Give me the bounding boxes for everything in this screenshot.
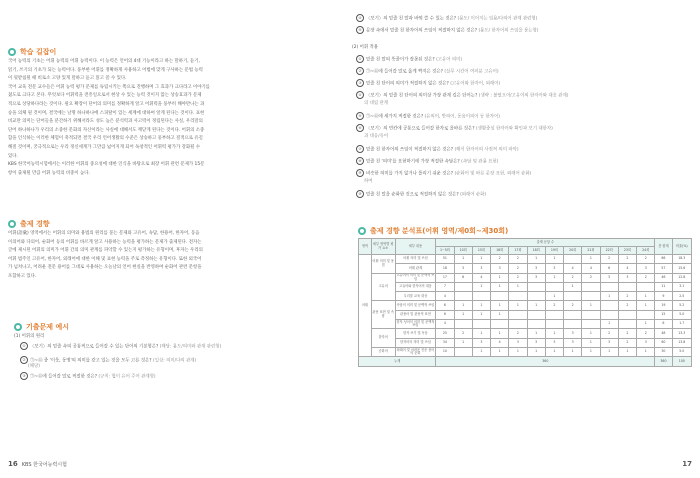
count-cell: 1 — [545, 329, 563, 338]
round-header: 21회 — [582, 247, 600, 255]
count-cell — [564, 292, 582, 301]
count-cell: 1 — [491, 301, 509, 310]
item: ⑧ 밑줄 친 '의미'를 표현하기에 가장 적절한 속담은? (속담 및 관용 표현) — [356, 157, 498, 166]
count-cell: 3 — [545, 264, 563, 273]
count-cell: 3 — [472, 264, 490, 273]
count-cell: 1 — [491, 310, 509, 319]
count-cell: 1 — [637, 347, 655, 356]
table-row — [359, 273, 692, 282]
bullet-circle-icon — [358, 227, 366, 235]
count-cell — [454, 282, 472, 291]
item: ④ 〈보기〉의 밑줄 친 말과 바꿔 쓸 수 있는 것은? (용도/ 이어지는 임용/다의어 관계 관련형) — [356, 14, 537, 23]
example-item: ② ㉠~㉣ 중 '이웃, 동병'의 의미를 갖고 있는 것을 모두 고른 것은? (일상: 의미/다의 관계) — [20, 356, 196, 365]
learning-guide-heading: 학습 길잡이 — [8, 47, 56, 57]
category-cell: 관용 표현 및 속담 — [371, 301, 395, 329]
count-cell: 1 — [582, 329, 600, 338]
count-cell: 1 — [600, 320, 618, 329]
exam-trend-heading: 출제 경향 — [8, 219, 50, 229]
count-cell: 2 — [564, 273, 582, 282]
header-detail: 세부 내용 — [395, 239, 436, 255]
ratio-cell: 1.7 — [672, 320, 691, 329]
count-cell: 1 — [472, 310, 490, 319]
count-cell: 2 — [509, 273, 527, 282]
header-count: 출제 문항 수 — [436, 239, 655, 247]
total-cell: 11 — [655, 282, 672, 291]
total-cell: 46 — [655, 273, 672, 282]
count-cell: 34 — [436, 338, 454, 347]
count-cell — [527, 292, 545, 301]
right-page — [350, 0, 700, 478]
count-cell: 2 — [564, 301, 582, 310]
count-cell: 3 — [600, 338, 618, 347]
count-cell: 1 — [454, 255, 472, 264]
count-cell: 17 — [436, 273, 454, 282]
header-category: 세부 영역별 평가 요소 — [371, 239, 395, 255]
count-cell: 2 — [618, 338, 636, 347]
example-item: ③ ㉠~㉣에 들어갈 말로 적절한 것은? (규칙: 협이 유어 주어 관계형) — [20, 372, 156, 381]
ratio-cell: 3.1 — [672, 282, 691, 291]
count-cell: 51 — [436, 255, 454, 264]
table-row — [359, 264, 692, 273]
section-subtitle: (2) 어휘 적용 — [352, 45, 378, 50]
count-cell: 2 — [509, 329, 527, 338]
count-cell: 1 — [582, 338, 600, 347]
count-cell: 1 — [509, 347, 527, 356]
count-cell — [600, 282, 618, 291]
count-cell: 1 — [454, 301, 472, 310]
item: ① 밑줄 친 말의 뜻풀이가 잘못된 것은? (고유어 의미) — [356, 55, 462, 64]
item: ⑨ 비슷한 의미를 가지 않거나 틀리기 쉬운 것은? (순화어 및 바른 문장 표현, 외래어 순화) — [356, 169, 531, 178]
count-cell: 4 — [436, 292, 454, 301]
count-cell — [527, 282, 545, 291]
count-cell — [637, 282, 655, 291]
item: ⑩ 밑줄 친 말을 순화한 것으로 적절하지 않은 것은? (외래어 순화) — [356, 190, 486, 199]
example-item: ① 〈보기〉의 밑줄 속의 공통적으로 들어갈 수 있는 단어의 기본형은? (해당: 용도/의미와 관계 관련형) — [20, 342, 221, 351]
count-cell: 1 — [637, 292, 655, 301]
count-cell: 1 — [582, 255, 600, 264]
analysis-table-heading: 출제 경향 분석표(어휘 영역/제0회~제30회) — [358, 226, 508, 236]
count-cell: 2 — [545, 301, 563, 310]
count-cell: 3 — [545, 338, 563, 347]
detail-cell: 한자 성어의 의미 및 문맥적 쓰임 — [396, 319, 435, 328]
count-cell: 1 — [637, 301, 655, 310]
count-cell — [637, 310, 655, 319]
count-cell: 3 — [600, 273, 618, 282]
item: ⑤ 문장 속에서 밑줄 친 한자어의 쓰임이 적절하지 않은 것은? (용도/ 한자어의 쓰임을 묻는형) — [356, 26, 538, 35]
round-header: 17회 — [509, 247, 527, 255]
detail-cell: 한자 쓰기 및 독음 — [395, 329, 436, 338]
round-header: 1~5회 — [436, 247, 454, 255]
count-cell: 4 — [564, 264, 582, 273]
count-cell: 3 — [454, 264, 472, 273]
count-cell: 1 — [472, 347, 490, 356]
bullet-circle-icon — [14, 323, 22, 331]
total-sum: 360 — [655, 357, 672, 366]
total-ratio: 100 — [672, 357, 691, 366]
total-cell: 9 — [655, 292, 672, 301]
item-wrap: 하여 — [364, 179, 373, 184]
count-cell: 10 — [436, 347, 454, 356]
count-cell — [472, 320, 490, 329]
total-cell: 15 — [655, 310, 672, 319]
count-cell: 1 — [472, 282, 490, 291]
item: ⑤ ㉠~㉣에 세가지 적절한 것은? (유의어, 반의어, 동음이의어 등 한자어) — [356, 112, 500, 121]
count-cell: 1 — [527, 347, 545, 356]
count-cell — [582, 310, 600, 319]
round-header: 22회 — [600, 247, 618, 255]
round-header: 23회 — [618, 247, 636, 255]
example-item-wrap: (해당) — [28, 364, 40, 369]
count-cell: 18 — [436, 264, 454, 273]
total-cell: 57 — [655, 264, 672, 273]
count-cell — [582, 282, 600, 291]
count-cell: 25 — [436, 329, 454, 338]
ratio-cell: 5.2 — [672, 301, 691, 310]
count-cell: 2 — [637, 255, 655, 264]
ratio-cell: 5.0 — [672, 310, 691, 319]
header-total: 총 합계 — [655, 239, 672, 255]
total-cell: 6 — [655, 320, 672, 329]
count-cell: 3 — [637, 264, 655, 273]
count-cell — [509, 320, 527, 329]
round-header: 18회 — [527, 247, 545, 255]
count-cell: 4 — [472, 273, 490, 282]
header-ratio: 비율(%) — [672, 239, 691, 255]
count-cell: 1 — [545, 292, 563, 301]
table-header-row — [359, 239, 692, 247]
count-cell: 3 — [509, 338, 527, 347]
past-question-heading: 기출문제 예시 — [14, 322, 69, 332]
count-cell — [564, 255, 582, 264]
count-cell: 2 — [491, 255, 509, 264]
count-cell: 2 — [509, 255, 527, 264]
round-header: 10회 — [454, 247, 472, 255]
ratio-cell: 18.3 — [672, 255, 691, 264]
count-cell: 1 — [600, 292, 618, 301]
count-cell: 1 — [527, 329, 545, 338]
count-cell — [454, 347, 472, 356]
item: ⑦ 밑줄 친 한자어의 쓰임이 적절하지 않은 것은? (해석 한자어의 사전적 의미 파악) — [356, 145, 519, 154]
count-cell — [545, 282, 563, 291]
count-cell: 2 — [618, 292, 636, 301]
total-cell: 48 — [655, 329, 672, 338]
detail-cell: 고유어의 의미 및 문맥적 쓰임 — [396, 273, 435, 281]
total-count: 360 — [436, 357, 655, 366]
count-cell: 2 — [509, 264, 527, 273]
count-cell: 3 — [527, 273, 545, 282]
count-cell: 1 — [600, 347, 618, 356]
count-cell: 6 — [454, 273, 472, 282]
ratio-cell: 15.6 — [672, 264, 691, 273]
count-cell: 2 — [618, 329, 636, 338]
count-cell: 1 — [637, 320, 655, 329]
table-row — [359, 301, 692, 310]
count-cell — [545, 320, 563, 329]
exam-analysis-table — [358, 238, 692, 367]
count-cell — [509, 310, 527, 319]
count-cell: 1 — [527, 301, 545, 310]
round-header: 20회 — [564, 247, 582, 255]
count-cell: 1 — [491, 347, 509, 356]
bullet-circle-icon — [8, 48, 16, 56]
ratio-cell: 5.0 — [672, 347, 691, 356]
count-cell: 1 — [527, 255, 545, 264]
round-header: 24회 — [637, 247, 655, 255]
count-cell: 2 — [582, 273, 600, 282]
count-cell: 1 — [491, 282, 509, 291]
ratio-cell: 13.8 — [672, 338, 691, 347]
detail-cell: 어휘 의미 및 쓰임 — [395, 255, 436, 264]
count-cell — [600, 301, 618, 310]
count-cell: 1 — [564, 282, 582, 291]
count-cell: 1 — [545, 273, 563, 282]
category-cell: 한자어 — [371, 329, 395, 348]
count-cell: 1 — [582, 347, 600, 356]
ratio-cell: 13.3 — [672, 329, 691, 338]
table-total-row — [359, 357, 692, 366]
count-cell: 1 — [472, 255, 490, 264]
count-cell: 2 — [454, 329, 472, 338]
count-cell: 1 — [582, 301, 600, 310]
count-cell: 3 — [491, 264, 509, 273]
count-cell: 3 — [527, 338, 545, 347]
region-cell: 어휘 — [359, 255, 372, 357]
table-row — [359, 338, 692, 347]
count-cell — [582, 320, 600, 329]
detail-cell: 한자어의 의미 및 쓰임 — [395, 338, 436, 347]
count-cell — [564, 320, 582, 329]
table-row — [359, 320, 692, 329]
category-cell: 순화어 — [371, 347, 395, 356]
count-cell: 4 — [582, 264, 600, 273]
detail-cell: 외래어 및 어려운 전문 용어의 순화 — [396, 347, 435, 356]
total-cell: 30 — [655, 347, 672, 356]
count-cell: 2 — [618, 301, 636, 310]
right-footer: 17 — [682, 460, 692, 468]
count-cell: 1 — [545, 347, 563, 356]
count-cell: 1 — [454, 310, 472, 319]
count-cell: 1 — [454, 338, 472, 347]
exam-trend-text: 어휘(語彙) 영역에서는 어휘의 의미와 용법의 원리를 묻는 문제와 고유어, 속담, 한용어, 한자어, 동음 이의어와 다의어, 순화어 등의 어휘를 바르게 알고 사용하는 능력을 평가하는 문제가 출제된다. 전자는 글에 제시된 어휘의 의미가 어휘 간의 의미 관계를 파악할 수 있는지 평가하는 유형이며, 후자는 우리의 어휘 범주인 고유어, 한자어, 외래어에 대한 이해 및 표현 능력을 주로 측정하는 유형이다. 또한 외국어 가 넘쳐나고, 어려운 전문 용어를 그대로 사용하는 오늘날의 언어 현실을 반영하여 순화어 관련 문항을 포함하고 있다. — [8, 231, 203, 279]
count-cell: 3 — [564, 338, 582, 347]
count-cell — [618, 320, 636, 329]
count-cell: 4 — [618, 264, 636, 273]
table-row — [359, 347, 692, 356]
detail-cell: 어휘 관계 — [395, 264, 436, 273]
item-wrap: 의 대립 관계 — [364, 101, 388, 106]
count-cell: 2 — [600, 255, 618, 264]
count-cell: 2 — [600, 329, 618, 338]
category-cell: 어휘 의미 및 용법 — [371, 255, 395, 274]
ratio-cell: 2.5 — [672, 292, 691, 301]
bullet-circle-icon — [8, 220, 16, 228]
count-cell: 1 — [491, 273, 509, 282]
total-cell: 66 — [655, 255, 672, 264]
detail-cell: 우리말 교육 대상 — [395, 292, 436, 301]
count-cell: 2 — [618, 255, 636, 264]
count-cell: 4 — [491, 338, 509, 347]
item: ④ 〈보기〉의 밑줄 친 단어의 의미상 가장 관계 깊은 단어는? (생략 : 불필요어/고유어의 한자어와 대응 관계) — [356, 91, 568, 100]
count-cell: 1 — [472, 301, 490, 310]
table-row — [359, 329, 692, 338]
detail-cell: 고유어와 한자어의 대응 — [395, 282, 436, 291]
count-cell: 4 — [436, 320, 454, 329]
count-cell: 1 — [491, 329, 509, 338]
count-cell: 7 — [436, 282, 454, 291]
total-label: 누계 — [359, 357, 436, 366]
count-cell — [491, 292, 509, 301]
total-cell: 60 — [655, 338, 672, 347]
ratio-cell: 12.8 — [672, 273, 691, 282]
count-cell — [545, 310, 563, 319]
count-cell: 1 — [472, 329, 490, 338]
item: ③ 밑줄 친 단어의 의미가 적절하지 않은 것은? (고유어와 한자어, 외래어) — [356, 79, 500, 88]
count-cell: 6 — [600, 264, 618, 273]
count-cell: 3 — [527, 264, 545, 273]
table-row — [359, 282, 692, 291]
item: ② ㉠~㉣에 들어갈 말로 옳게 짝지은 것은? (실무 시간어 여러분 고유어) — [356, 67, 499, 76]
count-cell — [582, 292, 600, 301]
count-cell: 3 — [637, 338, 655, 347]
count-cell — [472, 292, 490, 301]
count-cell — [564, 310, 582, 319]
count-cell — [618, 310, 636, 319]
count-cell — [509, 292, 527, 301]
left-footer: 16 KBS 한국어능력시험 — [8, 460, 67, 468]
count-cell: 1 — [545, 255, 563, 264]
count-cell: 3 — [472, 338, 490, 347]
learning-guide-text: 국어 능력의 기초는 어휘 능력의 어휘 능력이다. 이 능력은 언어의 4대 기능이라고 하는 말하기, 듣기, 읽기, 쓰기의 기초가 되는 능력이다. 풍부한 어휘를 정확하게 사용하고 어법에 맞게 구사하는 문법 능력 이 뒷받침될 때 비로소 고양 있게 말하고 듣고 읽고 쓸 수 있다. 국어 교육 전문 교수들은 어휘 능력 평가 문제를 독립시키는 쪽으로 진행하며 그 효과가 크다라고 이야기를 쳤도로 크다고 본다. 무엇보다 어휘력을 전흥일으로서 현상 수 있는 능력 것이지 않는 상승효과가 문제 적으로 상당하다라는 것이다. 필요 확장이 단어의 의미를 정확하게 알고 어휘력을 풍부히 해야만나는 과 승을 의체 될 것이며, 결국에는 날명 하나하나에 스피탈이 있는 세계에 대하여 알게 된다는 것이다. 표현 비교란 의미는 단어들을 분간하기 위해서라도 성도 높은 분석력과 사고력이 정립된다는 사실, 우리말의 단어 하나하나가 우리의 소중한 문화의 자산이라는 사실에 대해서도 깨닫게 된다는 것이다. 어휘의 소중 함을 인식하는 이러한 체험이 축적되면 결국 우리 언어생활의 수준은 상승하고 풍부하고 질적으로 유길 해질 것이며, 궁극적으로는 우리 정신세계가 그만큼 넓어지게 되어 독창적인 어휘력 평가가 강화될 수 있다. KBS 한국어능력시험에서는 이러한 어휘의 중요성에 대한 인식을 바탕으로 최장 어휘 관련 문제가 15문 항이 출제될 만큼 어휘 능력의 비중이 높다. — [8, 59, 210, 176]
detail-cell: 속담의 의미 및 문맥적 쓰임 — [395, 301, 436, 310]
count-cell — [491, 320, 509, 329]
item-wrap: 과 대응/유어 — [364, 134, 389, 139]
total-cell: 19 — [655, 301, 672, 310]
detail-cell: 관용어 및 관용적 표현 — [395, 310, 436, 319]
count-cell: 1 — [618, 347, 636, 356]
count-cell: 3 — [564, 329, 582, 338]
count-cell — [618, 282, 636, 291]
count-cell: 1 — [509, 301, 527, 310]
table-row — [359, 310, 692, 319]
count-cell — [527, 320, 545, 329]
count-cell: 6 — [436, 310, 454, 319]
table-body — [359, 255, 692, 357]
count-cell: 2 — [637, 329, 655, 338]
count-cell: 1 — [509, 282, 527, 291]
count-cell: 2 — [637, 273, 655, 282]
count-cell — [527, 310, 545, 319]
round-header: 19회 — [545, 247, 563, 255]
count-cell: 1 — [564, 347, 582, 356]
count-cell — [600, 310, 618, 319]
table-row — [359, 292, 692, 301]
count-cell — [454, 320, 472, 329]
count-cell — [454, 292, 472, 301]
count-cell: 3 — [618, 273, 636, 282]
item: ⑥ 〈보기〉의 빈칸에 공통으로 들어갈 한자로 올바른 것은? (생활중심 한자어와 확인과 보기 대한자) — [356, 124, 553, 133]
category-cell: 고유어 — [371, 273, 395, 301]
round-header: 15회 — [472, 247, 490, 255]
example-subtitle: (1) 어휘의 원리 — [14, 334, 45, 339]
count-cell: 6 — [436, 301, 454, 310]
round-header: 16회 — [491, 247, 509, 255]
table-row — [359, 255, 692, 264]
header-region: 영역 — [359, 239, 372, 255]
